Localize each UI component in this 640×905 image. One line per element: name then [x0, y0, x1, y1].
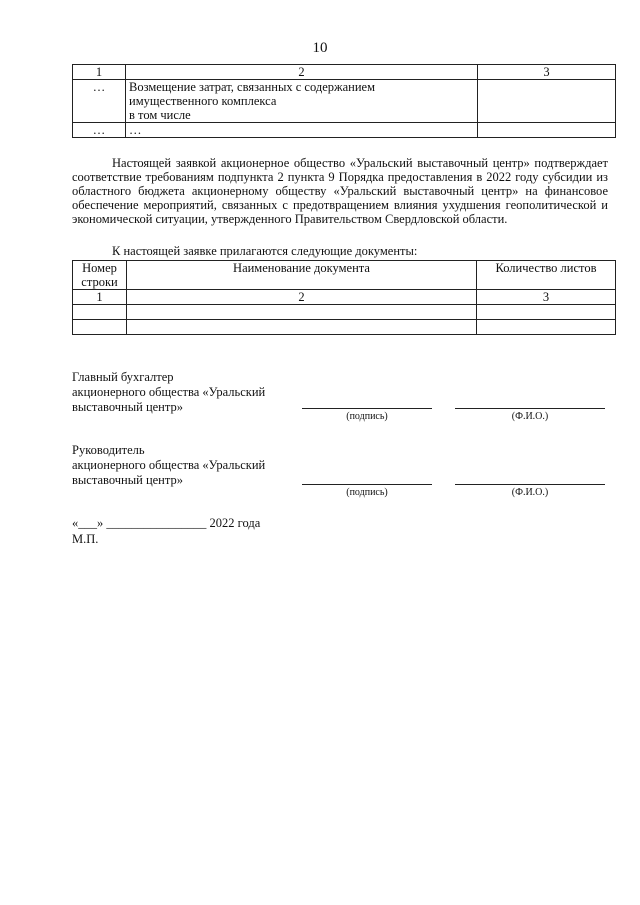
signature-line — [302, 408, 432, 409]
chief-accountant-label — [72, 370, 265, 415]
name-caption: (Ф.И.О.) — [511, 487, 549, 498]
confirmation-paragraph: Настоящей заявкой акционерное общество «Уральский выставочный центр» подтверждает соответствие требованиям подпункта 2 пункта 9 Порядка предоставления в 2022 году субсидии из областного бюджета акционерному обществу «Уральский выставочный центр» на финансовое обеспечение мероприятий, связанных с предотвращением влияния ухудшения геополитической и экономической ситуации, утвержденного Правительством Свердловской области. — [72, 156, 608, 226]
name-line — [455, 408, 605, 409]
label-line: Руководитель — [72, 443, 145, 457]
stamp-place-label: М.П. — [72, 532, 99, 546]
table-cell — [478, 123, 616, 138]
header-line: строки — [81, 275, 118, 289]
name-caption: (Ф.И.О.) — [511, 411, 549, 422]
table-cell — [73, 320, 127, 335]
label-line: Главный бухгалтер — [72, 370, 174, 384]
date-close-quote: » — [97, 516, 104, 530]
header-cell — [73, 261, 127, 290]
cell-line: Возмещение затрат, связанных с содержанием — [129, 80, 376, 94]
label-line: выставочный центр» — [72, 400, 183, 414]
page-number: 10 — [312, 40, 328, 56]
table-row — [73, 320, 616, 335]
table-cell — [73, 305, 127, 320]
table-cell — [477, 305, 616, 320]
year-text: 2022 года — [209, 516, 261, 530]
day-blank: ___ — [78, 516, 97, 530]
signature-caption: (подпись) — [346, 487, 388, 498]
cell-line: имущественного комплекса — [129, 94, 277, 108]
label-line: выставочный центр» — [72, 473, 183, 487]
date-line — [72, 516, 260, 531]
name-line — [455, 484, 605, 485]
header-cell: 1 — [73, 65, 126, 80]
header-cell: 3 — [478, 65, 616, 80]
table-row — [73, 290, 616, 305]
table-row — [73, 80, 616, 123]
director-label — [72, 443, 265, 488]
table-cell — [126, 80, 478, 123]
header-cell: Наименование документа — [127, 261, 477, 290]
expense-table — [72, 64, 616, 138]
table-cell: … — [73, 123, 126, 138]
table-cell: 1 — [73, 290, 127, 305]
label-line: акционерного общества «Уральский — [72, 385, 266, 399]
table-cell: 2 — [127, 290, 477, 305]
table-cell: … — [73, 80, 126, 123]
header-cell: 2 — [126, 65, 478, 80]
table-cell — [127, 320, 477, 335]
table-cell — [478, 80, 616, 123]
table-cell — [127, 305, 477, 320]
header-line: Номер — [82, 261, 117, 275]
month-blank: ________________ — [106, 516, 207, 530]
table-cell: … — [126, 123, 478, 138]
cell-line: в том числе — [129, 108, 191, 122]
documents-table — [72, 260, 616, 335]
date-open-quote: « — [72, 516, 79, 530]
header-cell: Количество листов — [477, 261, 616, 290]
table-cell: 3 — [477, 290, 616, 305]
label-line: акционерного общества «Уральский — [72, 458, 266, 472]
table-row — [73, 123, 616, 138]
table-header-row — [73, 65, 616, 80]
signature-line — [302, 484, 432, 485]
table-header-row — [73, 261, 616, 290]
table-row — [73, 305, 616, 320]
table-cell — [477, 320, 616, 335]
attachments-intro: К настоящей заявке прилагаются следующие документы: — [112, 244, 418, 258]
signature-caption: (подпись) — [346, 411, 388, 422]
